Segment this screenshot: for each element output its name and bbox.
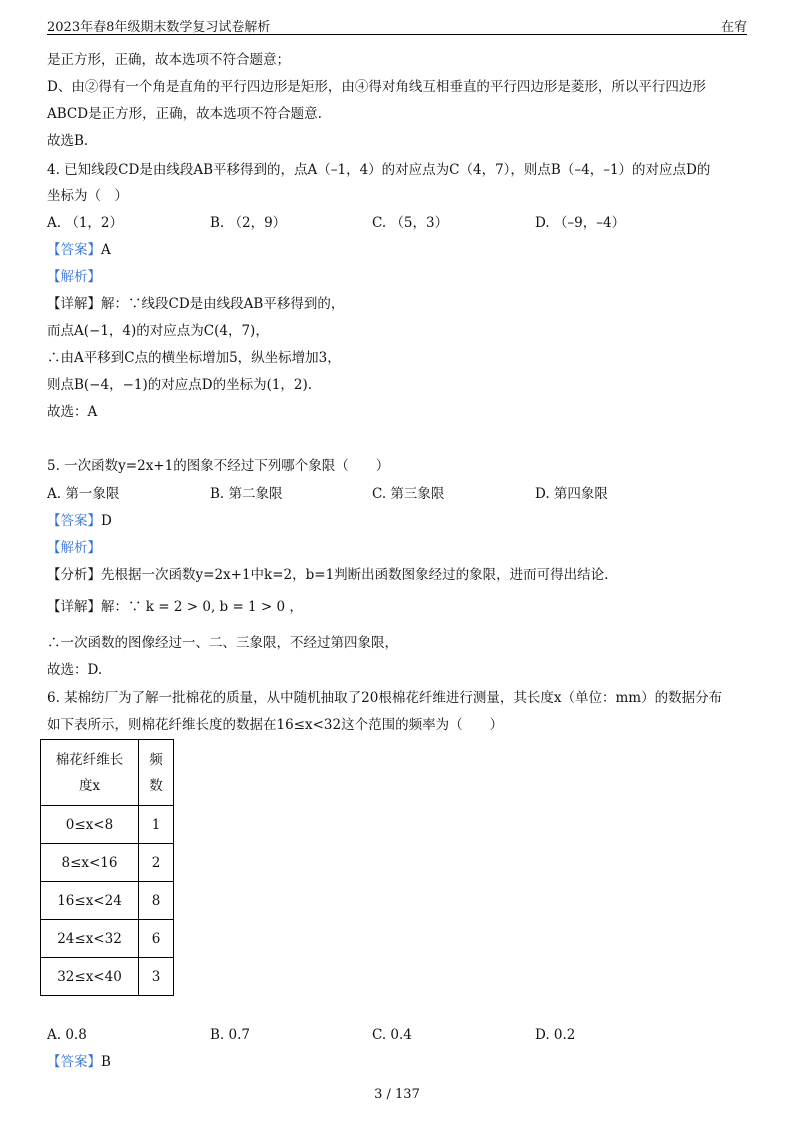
question-4-stem: 4. 已知线段CD是由线段AB平移得到的，点A（–1，4）的对应点为C（4，7），则点B（–4，–1）的对应点D的 — [47, 162, 711, 178]
question-6-stem: 6. 某棉纺厂为了解一批棉花的质量，从中随机抽取了20根棉花纤维进行测量，其长度x（单位：mm）的数据分布 — [47, 690, 723, 706]
text-line: 故选：A — [47, 404, 98, 420]
q4-option-b: B. （2，9） — [210, 215, 287, 231]
answer-tag: 【答案】 — [47, 513, 101, 529]
table-header-frequency: 频 数 — [139, 740, 174, 806]
q6-option-a: A. 0.8 — [47, 1027, 87, 1043]
detail-text: 解：∵ k = 2 > 0, b = 1 > 0 ， — [101, 599, 303, 615]
q4-option-d: D. （–9，–4） — [535, 215, 626, 231]
text-line: ∴由A平移到C点的横坐标增加5，纵坐标增加3， — [47, 350, 341, 366]
header-title: 2023年春8年级期末数学复习试卷解析 — [47, 20, 271, 35]
detail-tag: 【详解】 — [47, 599, 101, 615]
answer-line — [47, 511, 112, 531]
analysis-line — [47, 565, 608, 585]
detail-line — [47, 294, 344, 314]
table-row — [41, 806, 174, 844]
range-cell: 0≤x<8 — [41, 806, 139, 844]
question-6-stem: 如下表所示，则棉花纤维长度的数据在16≤x<32这个范围的频率为（ ） — [47, 717, 504, 733]
question-4-stem: 坐标为（ ） — [47, 188, 128, 204]
q6-option-d: D. 0.2 — [535, 1027, 576, 1043]
q5-option-b: B. 第二象限 — [210, 486, 283, 502]
freq-cell: 8 — [139, 882, 174, 920]
q5-option-d: D. 第四象限 — [535, 486, 608, 502]
text-line: 而点A(−1，4)的对应点为C(4，7)， — [47, 323, 269, 339]
table-row — [41, 958, 174, 996]
analysis-text: 先根据一次函数y=2x+1中k=2，b=1判断出函数图象经过的象限，进而可得出结论. — [101, 567, 609, 583]
text-line: 故选B. — [47, 133, 89, 149]
freq-cell: 3 — [139, 958, 174, 996]
analysis-subtag: 【分析】 — [47, 567, 101, 583]
range-cell: 16≤x<24 — [41, 882, 139, 920]
question-5-stem: 5. 一次函数y=2x+1的图象不经过下列哪个象限（ ） — [47, 458, 390, 474]
analysis-tag: 【解析】 — [47, 540, 101, 556]
range-cell: 32≤x<40 — [41, 958, 139, 996]
range-cell: 8≤x<16 — [41, 844, 139, 882]
text-line: 故选：D. — [47, 662, 103, 678]
freq-cell: 6 — [139, 920, 174, 958]
q6-option-b: B. 0.7 — [210, 1027, 250, 1043]
table-row — [41, 920, 174, 958]
text-line: 是正方形，正确，故本选项不符合题意； — [47, 52, 290, 68]
text-line: ∴一次函数的图像经过一、二、三象限，不经过第四象限， — [47, 635, 398, 651]
q4-option-c: C. （5，3） — [372, 215, 449, 231]
q5-option-c: C. 第三象限 — [372, 486, 445, 502]
answer-tag: 【答案】 — [47, 242, 101, 258]
detail-tag: 【详解】 — [47, 296, 101, 312]
answer-value: B — [101, 1054, 111, 1070]
page-number: 3 / 137 — [374, 1087, 420, 1102]
text-line: D、由②得有一个角是直角的平行四边形是矩形，由④得对角线互相垂直的平行四边形是菱形，所以平行四边形 — [47, 79, 706, 95]
page-header — [47, 12, 747, 35]
frequency-table — [40, 739, 174, 996]
table-row — [41, 844, 174, 882]
table-header-row — [41, 740, 174, 806]
detail-text: 解：∵线段CD是由线段AB平移得到的， — [101, 296, 345, 312]
answer-line — [47, 1052, 111, 1072]
analysis-tag: 【解析】 — [47, 269, 101, 285]
table-row — [41, 882, 174, 920]
q4-option-a: A. （1，2） — [47, 215, 124, 231]
detail-line — [47, 597, 303, 617]
answer-tag: 【答案】 — [47, 1054, 101, 1070]
q6-option-c: C. 0.4 — [372, 1027, 412, 1043]
table-header-length: 棉花纤维长 度x — [41, 740, 139, 806]
header-author: 在宥 — [720, 20, 747, 35]
freq-cell: 1 — [139, 806, 174, 844]
answer-line — [47, 240, 111, 260]
answer-value: A — [101, 242, 111, 258]
text-line: ABCD是正方形，正确，故本选项不符合题意. — [47, 106, 322, 122]
answer-value: D — [101, 513, 112, 529]
freq-cell: 2 — [139, 844, 174, 882]
range-cell: 24≤x<32 — [41, 920, 139, 958]
q5-option-a: A. 第一象限 — [47, 486, 120, 502]
text-line: 则点B(−4，−1)的对应点D的坐标为(1，2). — [47, 377, 313, 393]
